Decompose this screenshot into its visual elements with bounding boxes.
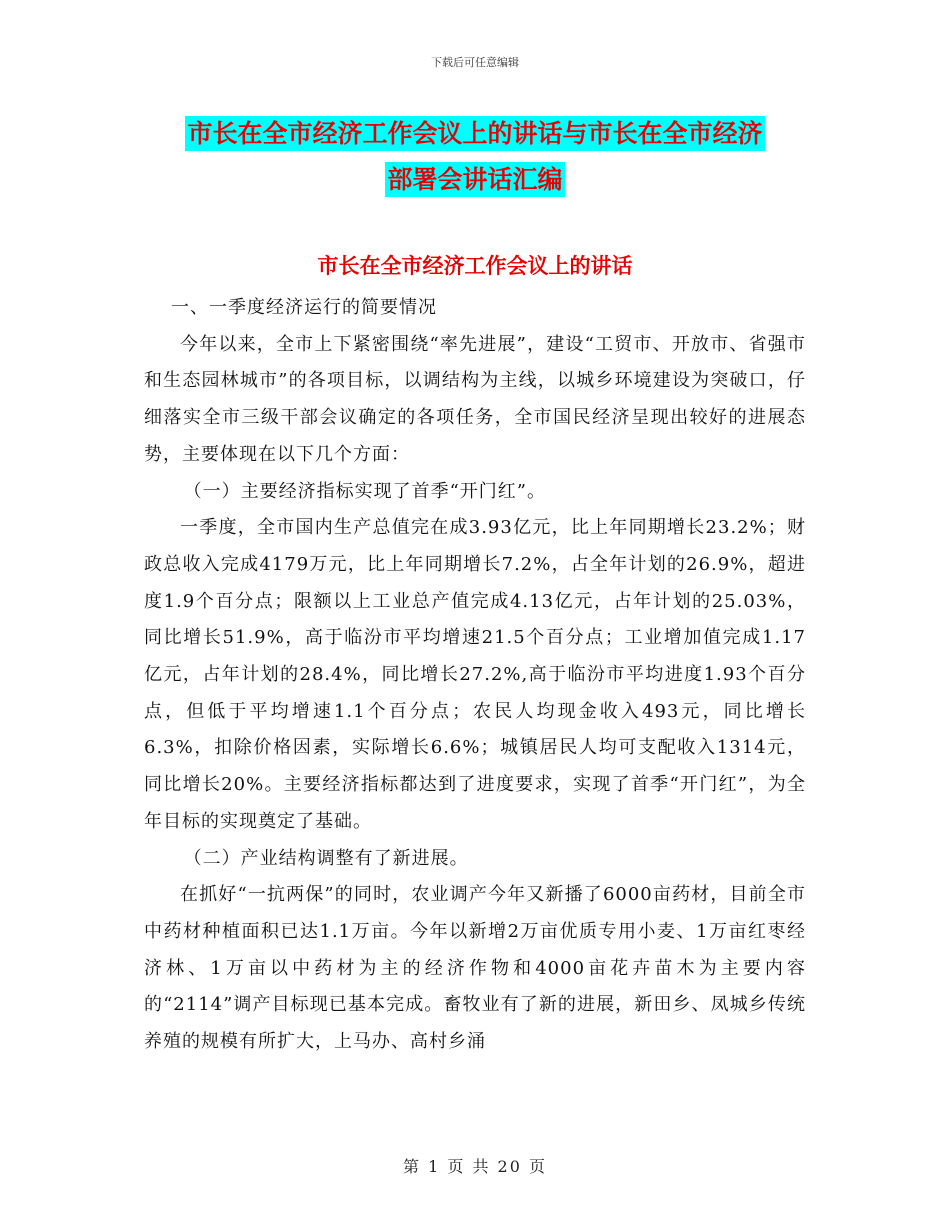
- section-title: 市长在全市经济工作会议上的讲话: [317, 254, 633, 278]
- document-title-text-1: 市长在全市经济工作会议上的讲话与市长在全市经济: [185, 116, 764, 151]
- paragraph-intro: 今年以来，全市上下紧密围绕“率先进展”，建设“工贸市、开放市、省强市和生态园林城市”的各项目标，以调结构为主线，以城乡环境建设为突破口，仔细落实全市三级干部会议确定的各项任务，全市国民经济呈现出较好的进展态势，主要体现在以下几个方面：: [144, 333, 806, 465]
- document-body: [144, 290, 806, 1061]
- heading-overview: 一、一季度经济运行的简要情况: [171, 297, 437, 318]
- header-note: 下载后可任意编辑: [431, 56, 519, 69]
- page-footer: 第 1 页 共 20 页: [403, 1157, 547, 1176]
- document-title-line-2: [0, 160, 950, 196]
- subheading-indicators: （一）主要经济指标实现了首季“开门红”。: [183, 480, 546, 502]
- document-title-text-2: 部署会讲话汇编: [385, 162, 564, 197]
- paragraph-structure: 在抓好“一抗两保”的同时，农业调产今年又新播了6000亩药材，目前全市中药材种植面积已达1.1万亩。今年以新增2万亩优质专用小麦、1万亩红枣经济林、1万亩以中药材为主的经济作物和4000亩花卉苗木为主要内容的“2114”调产目标现已基本完成。畜牧业有了新的进展，新田乡、凤城乡传统养殖的规模有所扩大，上马办、高村乡涌: [144, 884, 806, 1053]
- document-title-line-1: [0, 114, 950, 150]
- subheading-structure: （二）产业结构调整有了新进展。: [183, 847, 469, 869]
- paragraph-indicators: 一季度，全市国内生产总值完在成3.93亿元，比上年同期增长23.2%；财政总收入完成4179万元，比上年同期增长7.2%，占全年计划的26.9%，超进度1.9个百分点；限额以上工业总产值完成4.13亿元，占年计划的25.03%，同比增长51.9%，高于临汾市平均增速21.5个百分点；工业增加值完成1.17亿元，占年计划的28.4%，同比增长27.2%,高于临汾市平均进度1.93个百分点，但低于平均增速1.1个百分点；农民人均现金收入493元，同比增长6.3%，扣除价格因素，实际增长6.6%；城镇居民人均可支配收入1314元，同比增长20%。主要经济指标都达到了进度要求，实现了首季“开门红”，为全年目标的实现奠定了基础。: [144, 517, 806, 832]
